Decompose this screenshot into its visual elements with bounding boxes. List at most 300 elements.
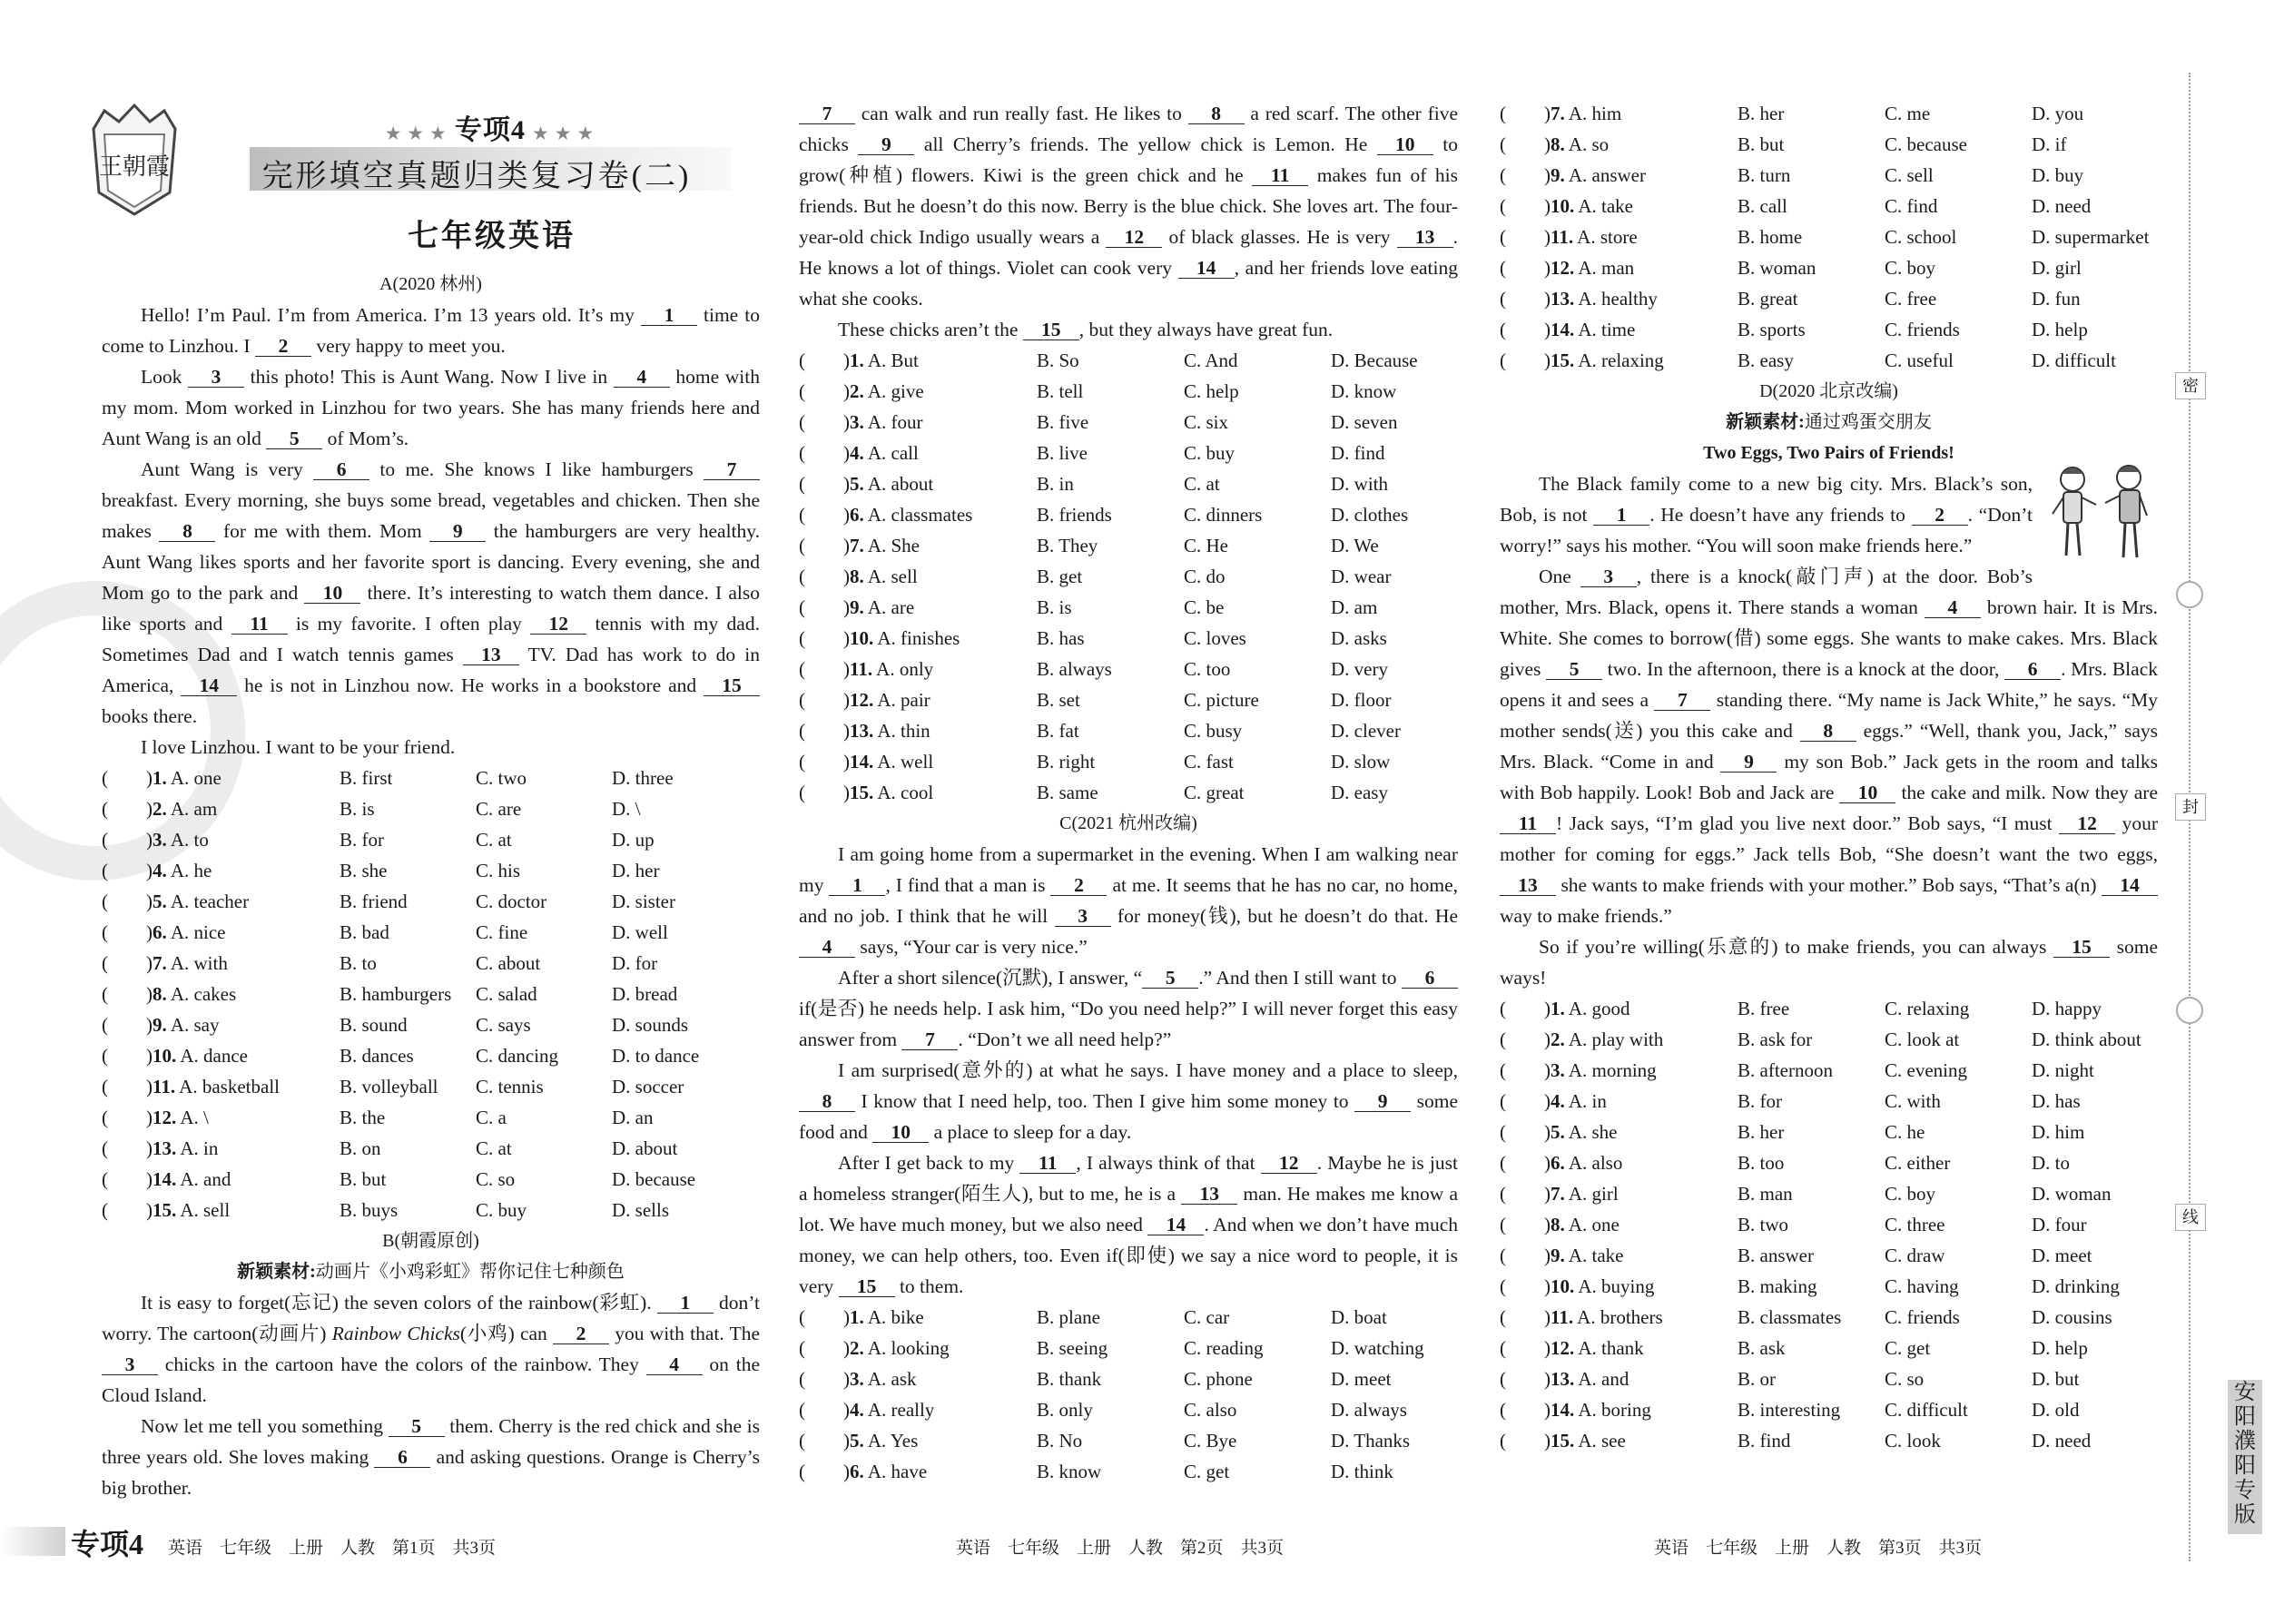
option-b: B. two (1738, 1214, 1789, 1235)
question-number[interactable]: ( )14. A. time (1500, 319, 1636, 340)
option-d: D. Because (1331, 349, 1418, 371)
option-b: B. has (1037, 627, 1085, 649)
option-d: D. find (1331, 442, 1385, 464)
passage-paragraph: So if you’re willing(乐意的) to make friends, you can always 15 some ways! (1500, 936, 2159, 989)
option-c: C. draw (1885, 1245, 1945, 1266)
option-c: C. fine (476, 921, 528, 943)
option-row (799, 1333, 1458, 1363)
option-b: B. on (340, 1137, 381, 1159)
option-row (1500, 1209, 2158, 1240)
option-b: B. to (340, 952, 377, 974)
option-d: D. him (2032, 1121, 2085, 1143)
option-d: D. watching (1331, 1337, 1424, 1359)
section-d-heading: D(2020 北京改编) (1759, 381, 1898, 401)
option-d: D. up (612, 829, 655, 851)
blank-number: 5 (1142, 968, 1198, 989)
question-number[interactable]: ( )13. A. healthy (1500, 288, 1658, 310)
binding-hole-icon (2176, 997, 2203, 1024)
question-number[interactable]: ( )11. A. store (1500, 226, 1638, 248)
option-c: C. two (476, 767, 527, 789)
question-number[interactable]: ( )4. A. he (102, 860, 212, 881)
question-number[interactable]: ( )6. A. classmates (799, 504, 973, 526)
option-c: C. six (1184, 411, 1229, 433)
option-d: D. has (2032, 1090, 2081, 1112)
question-number[interactable]: ( )15. A. cool (799, 782, 934, 803)
section-b-passage-continued (799, 98, 1458, 345)
option-d: D. am (1331, 596, 1378, 618)
option-c: C. his (476, 860, 521, 881)
blank-number: 15 (2053, 937, 2110, 958)
question-number[interactable]: ( )13. A. and (1500, 1368, 1629, 1390)
option-c: C. get (1885, 1337, 1931, 1359)
option-d: D. very (1331, 658, 1388, 680)
question-number[interactable]: ( )15. A. sell (102, 1199, 231, 1221)
option-row (799, 499, 1458, 530)
question-number[interactable]: ( )6. A. have (799, 1461, 928, 1482)
option-d: D. meet (2032, 1245, 2092, 1266)
option-c: C. relaxing (1885, 998, 1970, 1019)
option-row (1500, 1178, 2158, 1209)
option-b: B. call (1738, 195, 1787, 217)
option-c: C. because (1885, 133, 1967, 155)
option-b: B. her (1738, 103, 1785, 124)
blank-number: 3 (188, 367, 244, 388)
question-number[interactable]: ( )11. A. only (799, 658, 934, 680)
blank-number: 5 (389, 1416, 445, 1437)
section-b-options (799, 345, 1458, 808)
option-b: B. ask for (1738, 1029, 1813, 1050)
question-number[interactable]: ( )3. A. four (799, 411, 923, 433)
option-d: D. seven (1331, 411, 1398, 433)
question-number[interactable]: ( )10. A. dance (102, 1045, 248, 1067)
option-c: C. do (1184, 566, 1226, 587)
section-b-passage (102, 1287, 760, 1503)
option-b: B. They (1037, 535, 1098, 556)
option-d: D. slow (1331, 751, 1391, 773)
section-d-new-material: 新颖素材:通过鸡蛋交朋友 (1726, 412, 1932, 432)
option-d: D. to dance (612, 1045, 700, 1067)
option-c: C. so (1885, 1368, 1925, 1390)
question-number[interactable]: ( )13. A. in (102, 1137, 219, 1159)
option-d: D. you (2032, 103, 2084, 124)
option-row (1500, 160, 2158, 191)
question-number[interactable]: ( )6. A. also (1500, 1152, 1623, 1174)
blank-number: 8 (1188, 103, 1245, 124)
option-row (1500, 1333, 2158, 1363)
question-number[interactable]: ( )12. A. pair (799, 689, 930, 711)
margin-mark-mi: 密 (2175, 372, 2206, 399)
option-b: B. interesting (1738, 1399, 1841, 1421)
section-c-heading: C(2021 杭州改编) (1059, 813, 1197, 833)
question-number[interactable]: ( )4. A. in (1500, 1090, 1607, 1112)
section-d-passage-wrap (1500, 468, 2158, 993)
blank-number: 6 (313, 459, 369, 480)
option-row (799, 1456, 1458, 1487)
option-b: B. tell (1037, 380, 1084, 402)
option-d: D. buy (2032, 164, 2084, 186)
option-b: B. making (1738, 1275, 1817, 1297)
option-d: D. old (2032, 1399, 2080, 1421)
option-c: C. either (1885, 1152, 1951, 1174)
option-c: C. he (1885, 1121, 1925, 1143)
option-c: C. busy (1184, 720, 1243, 742)
blank-number: 3 (1580, 566, 1637, 587)
option-d: D. clothes (1331, 504, 1409, 526)
question-number[interactable]: ( )2. A. looking (799, 1337, 950, 1359)
option-b: B. sound (340, 1014, 408, 1036)
option-c: C. great (1184, 782, 1245, 803)
option-c: C. dinners (1184, 504, 1263, 526)
option-b: B. So (1037, 349, 1079, 371)
footer-special: 专项4 (71, 1528, 144, 1560)
question-number[interactable]: ( )12. A. man (1500, 257, 1635, 279)
option-c: C. friends (1885, 1306, 1960, 1328)
question-number[interactable]: ( )9. A. take (1500, 1245, 1624, 1266)
option-row (102, 917, 760, 948)
footer-page-1: 英语 七年级 上册 人教 第1页 共3页 (168, 1539, 497, 1558)
option-row (1500, 1271, 2158, 1302)
option-b: B. same (1037, 782, 1098, 803)
option-row (102, 979, 760, 1009)
question-number[interactable]: ( )9. A. say (102, 1014, 220, 1036)
option-c: C. so (476, 1168, 516, 1190)
blank-number: 4 (614, 367, 670, 388)
option-d: D. if (2032, 133, 2067, 155)
passage-paragraph: Look 3 this photo! This is Aunt Wang. Now I live in 4 home with my mom. Mom worked in Linzhou for two years. She has many friends here and Aunt Wang is an old 5 of Mom’s. (102, 366, 760, 449)
passage-paragraph: These chicks aren’t the 15 , but they always have great fun. (838, 319, 1334, 340)
option-c: C. loves (1184, 627, 1246, 649)
blank-number: 14 (2102, 875, 2158, 896)
blank-number: 1 (641, 305, 697, 326)
option-c: C. buy (1184, 442, 1236, 464)
question-number[interactable]: ( )6. A. nice (102, 921, 226, 943)
option-c: C. says (476, 1014, 531, 1036)
option-d: D. drinking (2032, 1275, 2120, 1297)
option-row (1500, 1024, 2158, 1055)
blank-number: 13 (1397, 227, 1453, 248)
option-row (1500, 1055, 2158, 1086)
option-c: C. car (1184, 1306, 1230, 1328)
question-number[interactable]: ( )11. A. brothers (1500, 1306, 1663, 1328)
option-d: D. but (2032, 1368, 2080, 1390)
question-number[interactable]: ( )3. A. to (102, 829, 209, 851)
svg-text:王朝霞: 王朝霞 (98, 153, 171, 181)
option-row (799, 715, 1458, 746)
option-b: B. afternoon (1738, 1059, 1833, 1081)
section-c-passage (799, 839, 1458, 1302)
option-c: C. with (1885, 1090, 1941, 1112)
blank-number: 9 (858, 134, 914, 155)
blank-number: 4 (646, 1354, 703, 1375)
option-b: B. man (1738, 1183, 1793, 1205)
option-d: D. fun (2032, 288, 2081, 310)
question-number[interactable]: ( )8. A. so (1500, 133, 1610, 155)
option-row (799, 1302, 1458, 1333)
question-number[interactable]: ( )1. A. But (799, 349, 919, 371)
option-row (799, 407, 1458, 438)
option-row (102, 886, 760, 917)
question-number[interactable]: ( )7. A. with (102, 952, 228, 974)
option-d: D. woman (2032, 1183, 2112, 1205)
question-number[interactable]: ( )5. A. she (1500, 1121, 1618, 1143)
option-c: C. picture (1184, 689, 1259, 711)
section-b-new-material: 新颖素材:动画片《小鸡彩虹》帮你记住七种颜色 (237, 1262, 625, 1282)
blank-number: 11 (231, 614, 288, 635)
option-d: D. happy (2032, 998, 2102, 1019)
blank-number: 8 (799, 1091, 855, 1112)
option-d: D. bread (612, 983, 678, 1005)
blank-number: 5 (1546, 659, 1602, 680)
option-row (1500, 345, 2158, 376)
edition-label: 安阳濮阳专版 (2228, 1380, 2262, 1534)
option-d: D. wear (1331, 566, 1392, 587)
blank-number: 4 (799, 937, 855, 958)
section-a-options (102, 763, 760, 1225)
option-c: C. Bye (1184, 1430, 1237, 1452)
publisher-logo (86, 102, 182, 218)
option-row (102, 1164, 760, 1195)
option-b: B. fat (1037, 720, 1079, 742)
option-b: B. great (1738, 288, 1798, 310)
question-number[interactable]: ( )10. A. buying (1500, 1275, 1655, 1297)
option-d: D. girl (2032, 257, 2082, 279)
option-row (799, 623, 1458, 654)
special-label: ★ ★ ★ 专项4 ★ ★ ★ (386, 115, 595, 145)
option-d: D. think (1331, 1461, 1393, 1482)
option-b: B. for (1738, 1090, 1782, 1112)
option-b: B. she (340, 860, 388, 881)
option-b: B. for (340, 829, 384, 851)
option-row (1500, 221, 2158, 252)
option-d: D. help (2032, 1337, 2088, 1359)
margin-mark-xian: 线 (2175, 1204, 2206, 1231)
option-d: D. need (2032, 1430, 2092, 1452)
option-b: B. first (340, 767, 393, 789)
option-b: B. thank (1037, 1368, 1102, 1390)
option-c: C. help (1184, 380, 1239, 402)
option-c: C. evening (1885, 1059, 1967, 1081)
question-number[interactable]: ( )5. A. Yes (799, 1430, 919, 1452)
option-b: B. is (1037, 596, 1072, 618)
question-number[interactable]: ( )1. A. good (1500, 998, 1630, 1019)
option-c: C. school (1885, 226, 1957, 248)
option-c: C. boy (1885, 257, 1936, 279)
option-b: B. live (1037, 442, 1088, 464)
option-d: D. to (2032, 1152, 2070, 1174)
option-d: D. well (612, 921, 668, 943)
blank-number: 7 (799, 103, 855, 124)
option-c: C. also (1184, 1399, 1237, 1421)
option-d: D. \ (612, 798, 641, 820)
option-d: D. an (612, 1107, 654, 1128)
margin-mark-feng: 封 (2175, 793, 2206, 821)
option-row (799, 1363, 1458, 1394)
option-b: B. know (1037, 1461, 1102, 1482)
blank-number: 7 (901, 1029, 958, 1050)
blank-number: 12 (2059, 813, 2115, 834)
column-3 (1500, 98, 2158, 1456)
option-b: B. free (1738, 998, 1790, 1019)
question-number[interactable]: ( )14. A. boring (1500, 1399, 1651, 1421)
option-b: B. hamburgers (340, 983, 452, 1005)
blank-number: 13 (1500, 875, 1556, 896)
question-number[interactable]: ( )11. A. basketball (102, 1076, 280, 1097)
option-c: C. phone (1184, 1368, 1253, 1390)
option-c: C. about (476, 952, 541, 974)
option-row (102, 1040, 760, 1071)
passage-paragraph: The Black family come to a new big city. Mrs. Black’s son, Bob, is not 1 . He doesn’t have any friends to 2 . “Don’t worry!” says his mother. “You will soon make friends here.” (1500, 473, 2033, 556)
question-number[interactable]: ( )8. A. one (1500, 1214, 1620, 1235)
option-d: D. easy (1331, 782, 1388, 803)
option-b: B. set (1037, 689, 1080, 711)
option-c: C. three (1885, 1214, 1945, 1235)
option-b: B. bad (340, 921, 389, 943)
option-c: C. look (1885, 1430, 1941, 1452)
section-d-title: Two Eggs, Two Pairs of Friends! (1703, 443, 1954, 463)
question-number[interactable]: ( )9. A. answer (1500, 164, 1646, 186)
blank-number: 2 (553, 1324, 609, 1344)
question-number[interactable]: ( )12. A. thank (1500, 1337, 1644, 1359)
section-a-passage (102, 300, 760, 763)
page-header (86, 102, 758, 253)
option-c: C. tennis (476, 1076, 544, 1097)
option-row (102, 1102, 760, 1133)
option-b: B. or (1738, 1368, 1776, 1390)
blank-number: 3 (102, 1354, 158, 1375)
option-b: B. only (1037, 1399, 1093, 1421)
option-c: C. be (1184, 596, 1225, 618)
question-number[interactable]: ( )5. A. teacher (102, 891, 250, 912)
option-d: D. night (2032, 1059, 2094, 1081)
option-row (799, 592, 1458, 623)
option-row (102, 793, 760, 824)
option-row (1500, 1425, 2158, 1456)
page-title: 完形填空真题归类复习卷(二) (261, 160, 692, 193)
blank-number: 2 (1050, 875, 1107, 896)
section-c-options-continued (1500, 98, 2158, 376)
option-row (799, 777, 1458, 808)
question-number[interactable]: ( )14. A. well (799, 751, 934, 773)
question-number[interactable]: ( )14. A. and (102, 1168, 231, 1190)
passage-paragraph: It is easy to forget(忘记) the seven colors of the rainbow(彩虹). 1 don’t worry. The cartoon(动画片) Rainbow Chicks(小鸡) can 2 you with that. The 3 chicks in the cartoon have the colors of the rainbow. They 4 on the Cloud Island. (102, 1292, 761, 1406)
option-d: D. sounds (612, 1014, 689, 1036)
option-b: B. answer (1738, 1245, 1814, 1266)
section-d-options (1500, 993, 2158, 1456)
passage-paragraph: I am surprised(意外的) at what he says. I have money and a place to sleep, 8 I know that I need help, too. Then I give him some money to 9 some food and 10 a place to sleep for a day. (799, 1059, 1458, 1143)
question-number[interactable]: ( )7. A. him (1500, 103, 1622, 124)
question-number[interactable]: ( )8. A. cakes (102, 983, 237, 1005)
blank-number: 15 (704, 675, 760, 696)
option-c: C. free (1885, 288, 1937, 310)
option-d: D. meet (1331, 1368, 1392, 1390)
option-row (1500, 98, 2158, 129)
question-number[interactable]: ( )10. A. take (1500, 195, 1633, 217)
option-c: C. buy (476, 1199, 527, 1221)
passage-paragraph: Hello! I’m Paul. I’m from America. I’m 13 years old. It’s my 1 time to come to Linzhou. I 2 very happy to meet you. (102, 304, 760, 357)
question-number[interactable]: ( )1. A. one (102, 767, 222, 789)
question-number[interactable]: ( )12. A. \ (102, 1107, 209, 1128)
question-number[interactable]: ( )8. A. sell (799, 566, 918, 587)
option-b: B. buys (340, 1199, 399, 1221)
section-c-options (799, 1302, 1458, 1487)
option-d: D. because (612, 1168, 696, 1190)
option-d: D. cousins (2032, 1306, 2112, 1328)
option-d: D. sister (612, 891, 675, 912)
option-row (799, 561, 1458, 592)
option-row (799, 684, 1458, 715)
question-number[interactable]: ( )9. A. are (799, 596, 915, 618)
option-d: D. floor (1331, 689, 1392, 711)
question-number[interactable]: ( )13. A. thin (799, 720, 930, 742)
option-b: B. always (1037, 658, 1112, 680)
option-b: B. friend (340, 891, 408, 912)
passage-paragraph: Now let me tell you something 5 them. Cherry is the red chick and she is three years old. She loves making 6 and asking questions. Orange is Cherry’s big brother. (102, 1415, 760, 1499)
blank-number: 8 (159, 521, 215, 542)
option-d: D. always (1331, 1399, 1407, 1421)
option-b: B. plane (1037, 1306, 1100, 1328)
blank-number: 6 (374, 1447, 430, 1468)
option-row (799, 1394, 1458, 1425)
question-number[interactable]: ( )3. A. morning (1500, 1059, 1657, 1081)
question-number[interactable]: ( )4. A. call (799, 442, 919, 464)
passage-paragraph: 7 can walk and run really fast. He likes to 8 a red scarf. The other five chicks 9 all Cherry’s friends. The yellow chick is Lemon. He 10 to grow(种植) flowers. Kiwi is the green chick and he 11 makes fun of his friends. But he doesn’t do this now. Berry is the blue chick. She loves art. The four-year-old chick Indigo usually wears a 12 of black glasses. He is very 13 . He knows a lot of things. Violet can cook very 14 , and her friends love eating what she cooks. (799, 103, 1459, 310)
option-c: C. He (1184, 535, 1228, 556)
option-c: C. at (1184, 473, 1220, 495)
question-number[interactable]: ( )10. A. finishes (799, 627, 960, 649)
subject-grade: 七年级英语 (408, 220, 576, 253)
blank-number: 8 (1800, 721, 1856, 742)
blank-number: 11 (1500, 813, 1556, 834)
question-number[interactable]: ( )15. A. relaxing (1500, 349, 1664, 371)
option-row (102, 763, 760, 793)
footer-page-2: 英语 七年级 上册 人教 第2页 共3页 (956, 1539, 1285, 1558)
question-number[interactable]: ( )5. A. about (799, 473, 934, 495)
column-2 (799, 98, 1458, 1487)
option-b: B. seeing (1037, 1337, 1108, 1359)
question-number[interactable]: ( )2. A. play with (1500, 1029, 1664, 1050)
blank-number: 9 (1720, 752, 1777, 773)
option-row (1500, 1363, 2158, 1394)
question-number[interactable]: ( )15. A. see (1500, 1430, 1626, 1452)
option-d: D. her (612, 860, 660, 881)
question-number[interactable]: ( )4. A. really (799, 1399, 935, 1421)
question-number[interactable]: ( )1. A. bike (799, 1306, 924, 1328)
blank-number: 12 (1106, 227, 1162, 248)
question-number[interactable]: ( )7. A. She (799, 535, 921, 556)
option-c: C. salad (476, 983, 537, 1005)
passage-paragraph: I love Linzhou. I want to be your friend. (141, 736, 456, 758)
option-b: B. but (340, 1168, 387, 1190)
passage-paragraph: After a short silence(沉默), I answer, “ 5 .” And then I still want to 6 if(是否) he needs help. I ask him, “Do you need help?” I will never forget this easy answer from 7 . “Don’t we all need help?” (799, 967, 1458, 1050)
option-c: C. difficult (1885, 1399, 1968, 1421)
option-row (1500, 1117, 2158, 1147)
option-row (1500, 1240, 2158, 1271)
question-number[interactable]: ( )3. A. ask (799, 1368, 917, 1390)
option-d: D. sells (612, 1199, 669, 1221)
section-a-heading: A(2020 林州) (379, 274, 482, 294)
question-number[interactable]: ( )2. A. am (102, 798, 218, 820)
option-row (799, 438, 1458, 468)
question-number[interactable]: ( )7. A. girl (1500, 1183, 1619, 1205)
footer-bar (0, 1527, 65, 1556)
option-c: C. get (1184, 1461, 1230, 1482)
option-d: D. help (2032, 319, 2088, 340)
question-number[interactable]: ( )2. A. give (799, 380, 924, 402)
blank-number: 15 (1023, 320, 1079, 340)
option-d: D. difficult (2032, 349, 2116, 371)
passage-paragraph: Aunt Wang is very 6 to me. She knows I like hamburgers 7 breakfast. Every morning, she buys some bread, vegetables and chicken. Then she makes 8 for me with them. Mom 9 the hamburgers are very healthy. Aunt Wang likes sports and her favorite sport is dancing. Every evening, she and Mom go to the park and 10 there. It’s interesting to watch them dance. I also like sports and 11 is my favorite. I often play 12 tennis with my dad. Sometimes Dad and I watch tennis games 13 TV. Dad has work to do in America, 14 he is not in Linzhou now. He works in a bookstore and 15 books there. (102, 458, 761, 727)
option-b: B. No (1037, 1430, 1083, 1452)
